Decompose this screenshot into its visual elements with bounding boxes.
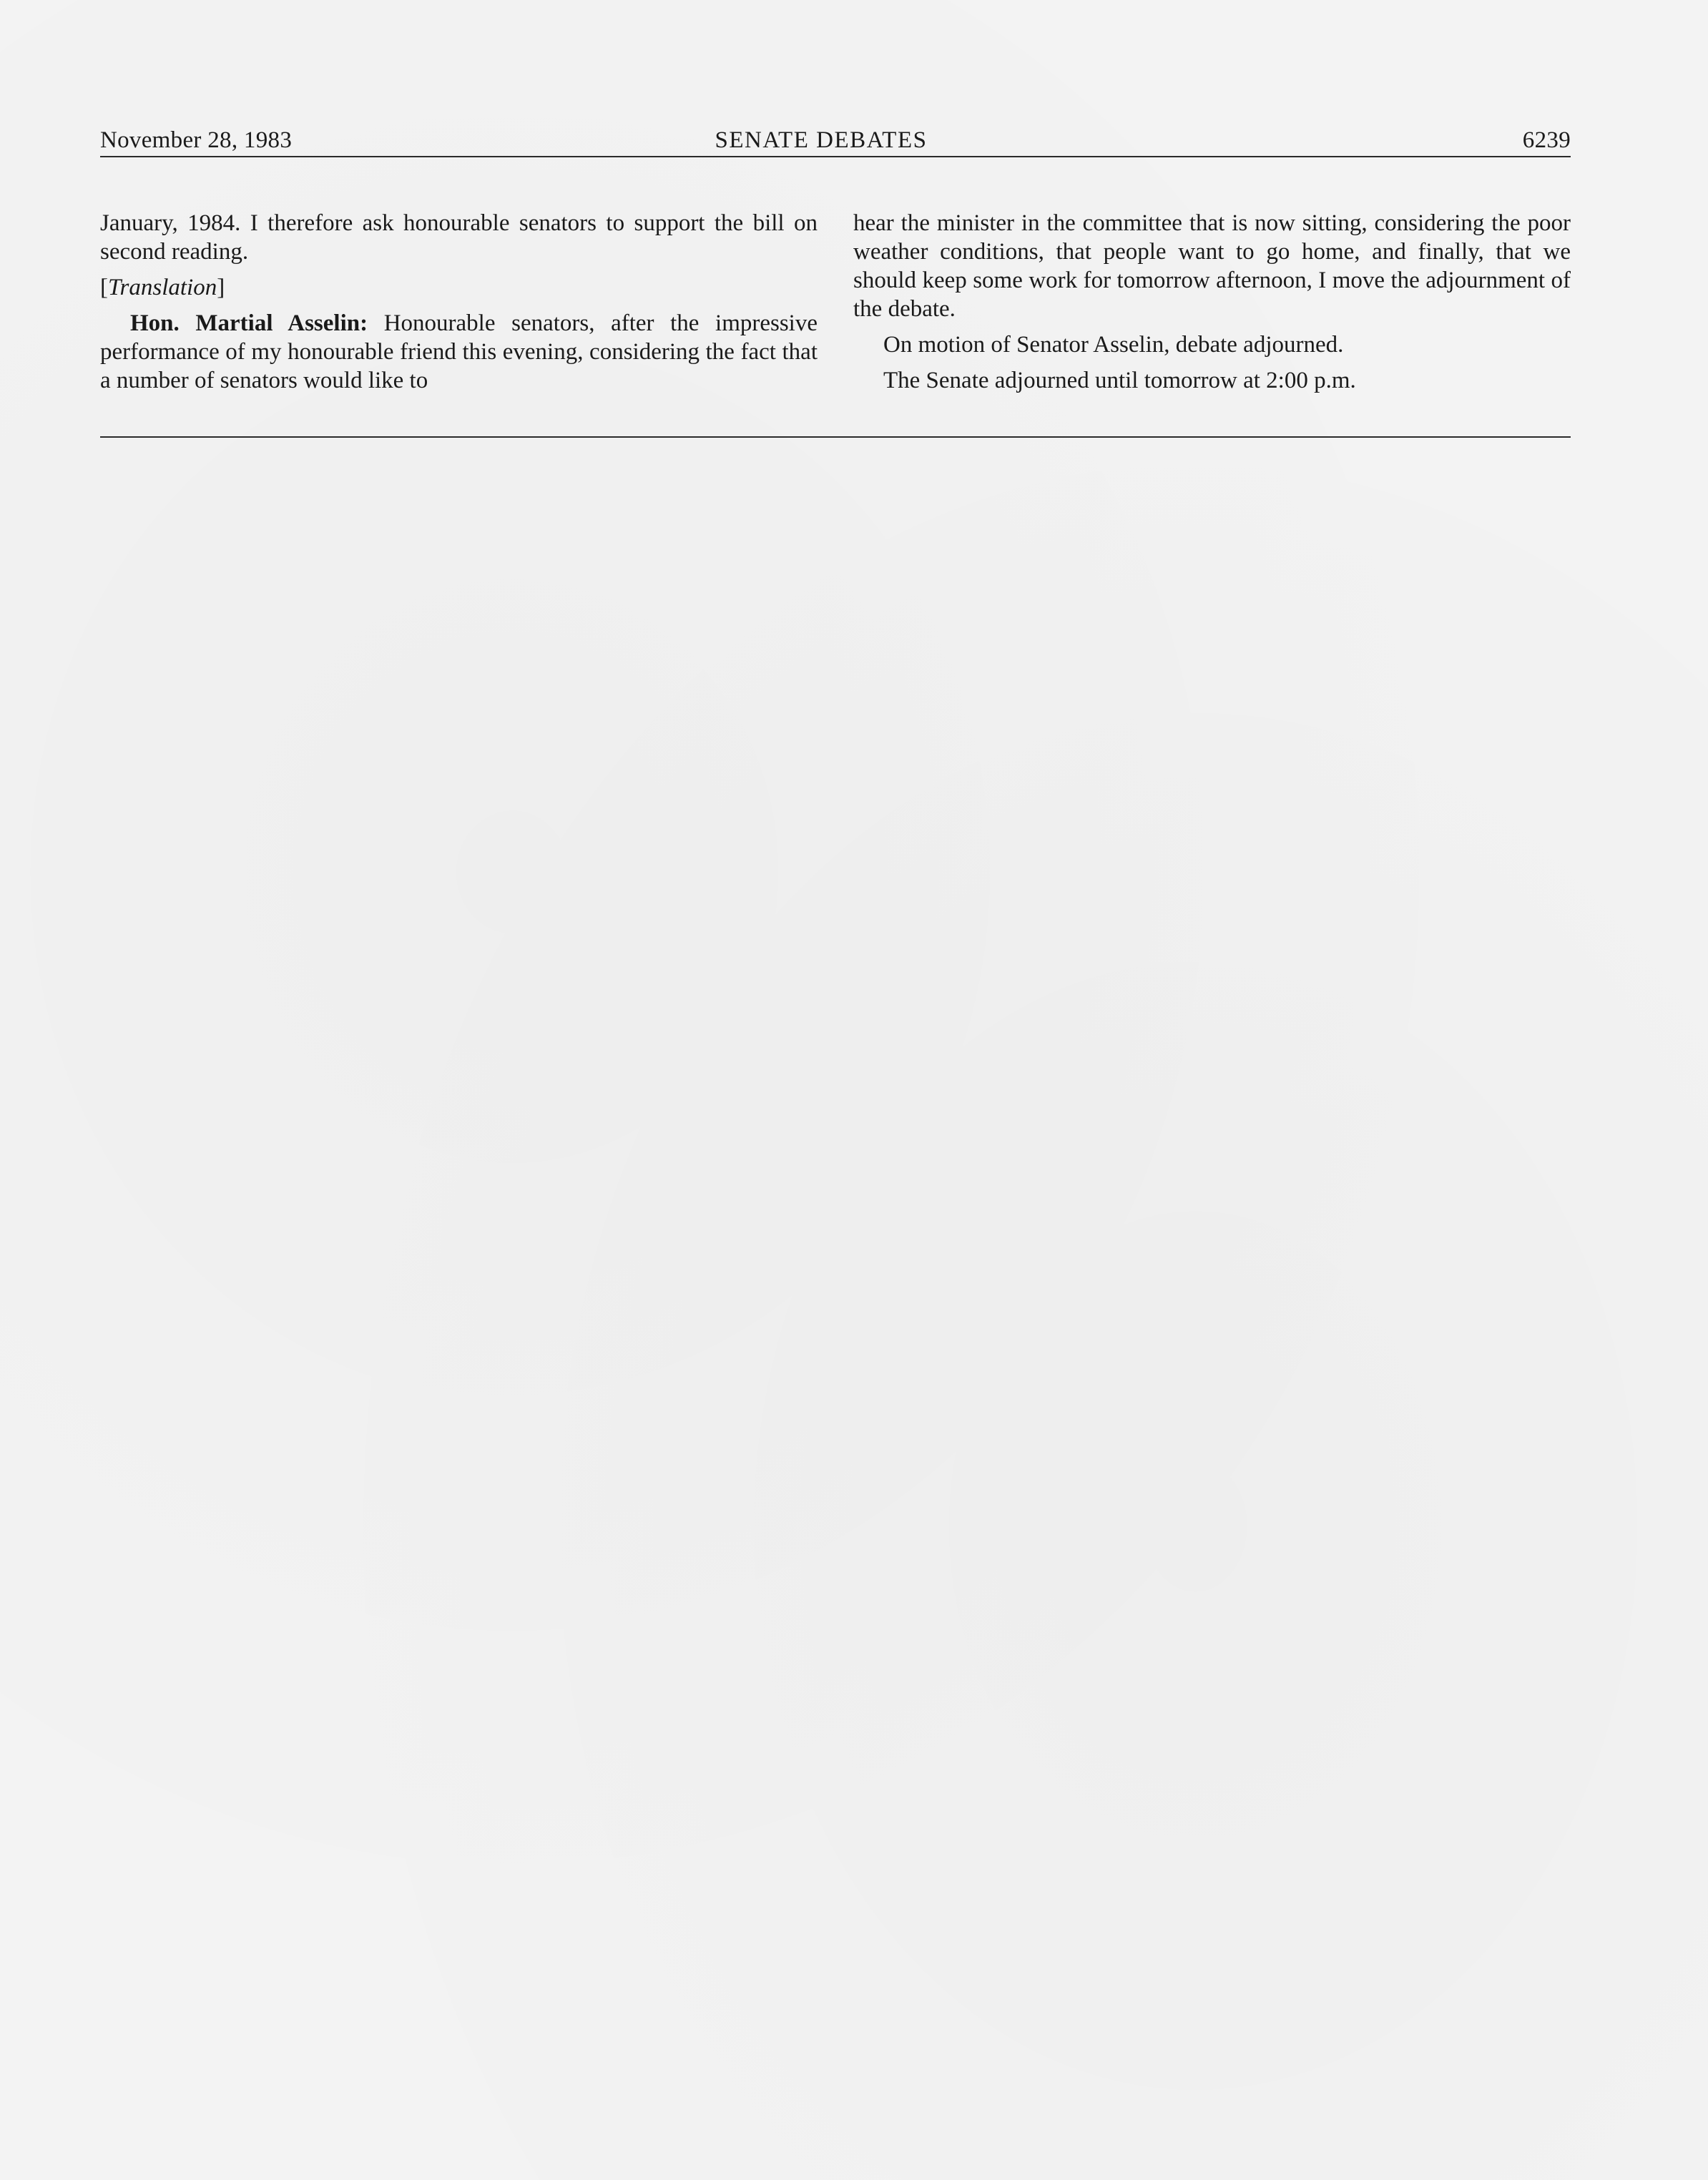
- paragraph-speech-continuation: hear the minister in the committee that is now sitting, considering the poor weather conditions, that people want to go home, and finally, that we should keep some work for tomorrow afternoon, I move the adjournment of the debate.: [853, 210, 1571, 322]
- page-header: [100, 126, 1571, 154]
- header-date: November 28, 1983: [100, 127, 293, 153]
- translation-note-text: Translation: [108, 275, 217, 300]
- header-page-number: 6239: [1522, 127, 1571, 153]
- paragraph-asselin-speech: [100, 309, 818, 395]
- header-rule: [100, 156, 1571, 157]
- section-end-rule: [100, 436, 1571, 438]
- paragraph-adjournment: The Senate adjourned until tomorrow at 2:00 p.m.: [883, 368, 1356, 393]
- left-column: [100, 209, 818, 402]
- speech-text: Honourable senators, after the impressive performance of my honourable friend this evening, considering the fact that a number of senators would like to: [100, 310, 818, 393]
- paragraph-motion: On motion of Senator Asselin, debate adjourned.: [883, 332, 1344, 358]
- speaker-name: Hon. Martial Asselin:: [130, 310, 368, 336]
- header-title: SENATE DEBATES: [715, 127, 928, 153]
- right-column: [853, 209, 1571, 402]
- translation-note: [Translation]: [100, 275, 225, 300]
- paragraph-bill-reading: January, 1984. I therefore ask honourable senators to support the bill on second reading.: [100, 210, 818, 265]
